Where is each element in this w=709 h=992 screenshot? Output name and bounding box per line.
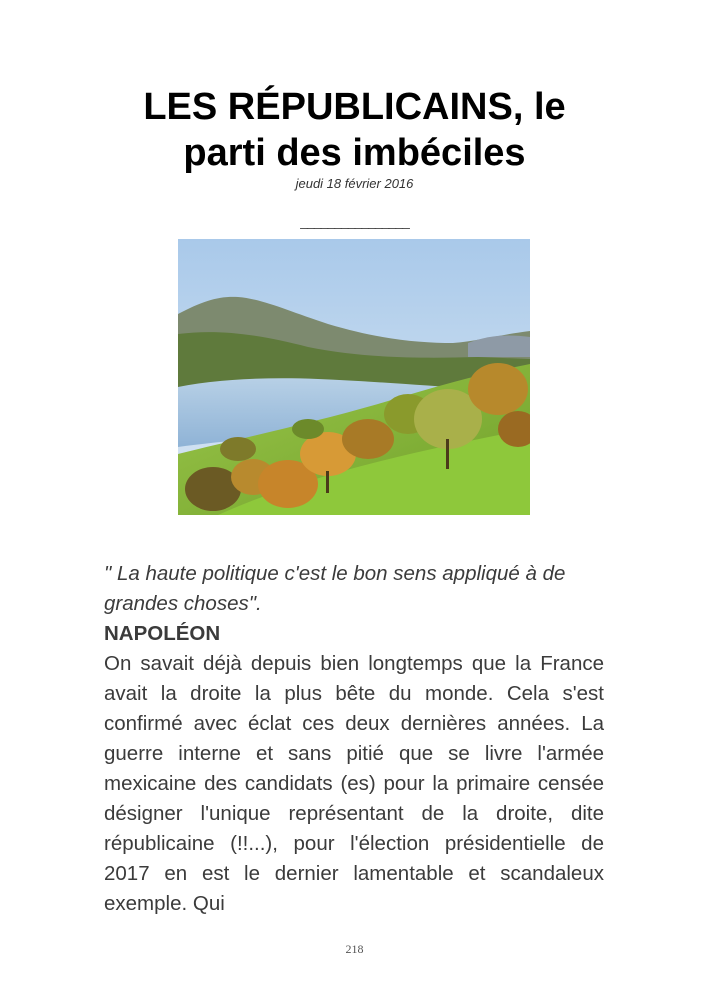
title-line-2: parti des imbéciles bbox=[183, 132, 526, 174]
title-line-1: LES RÉPUBLICAINS, le bbox=[143, 86, 566, 128]
article-body bbox=[104, 559, 604, 919]
publication-date: jeudi 18 février 2016 bbox=[295, 176, 414, 191]
separator-line: ________________ bbox=[300, 213, 409, 229]
page-title bbox=[60, 84, 649, 176]
page-number: 218 bbox=[345, 942, 364, 956]
article-paragraph: On savait déjà depuis bien longtemps que la France avait la droite la plus bête du monde. Cela s'est confirmé avec éclat ces deux dernières années. La guerre interne et sans pitié que se livre l'armée mexicaine des candidats (es) pour la primaire censée désigner l'unique représentant de la droite, dite républicaine (!!...), pour l'élection présidentielle de 2017 en est le dernier lamentable et scandaleux exemple. Qui bbox=[104, 652, 604, 915]
landscape-photo bbox=[178, 239, 530, 515]
napoleon-quote: " La haute politique c'est le bon sens appliqué à de grandes choses". bbox=[104, 562, 566, 615]
quote-author: NAPOLÉON bbox=[104, 622, 221, 645]
